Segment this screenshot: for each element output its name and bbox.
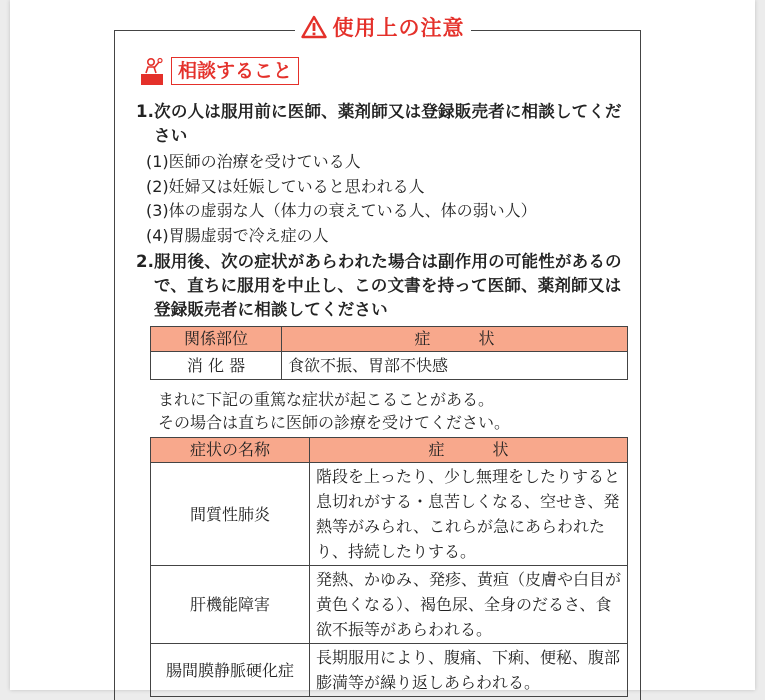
page-title <box>295 12 471 42</box>
column-header: 関係部位 <box>151 327 282 352</box>
table-row <box>151 566 628 644</box>
list-item: (2)妊婦又は妊娠していると思われる人 <box>146 176 425 196</box>
column-header: 症 状 <box>282 327 628 352</box>
note-line: その場合は直ちに医師の診療を受けてください。 <box>158 413 511 432</box>
list-item: (4)胃腸虚弱で冷え症の人 <box>146 225 329 245</box>
note-line: まれに下記の重篤な症状が起こることがある。 <box>158 390 495 409</box>
table-row <box>151 644 628 697</box>
warning-triangle-icon <box>301 15 327 39</box>
column-header: 症状の名称 <box>151 438 310 463</box>
table-cell: 食欲不振、胃部不快感 <box>282 352 628 380</box>
list-item: (1)医師の治療を受けている人 <box>146 152 361 171</box>
table-header-row <box>151 327 628 352</box>
table-cell: 腸間膜静脈硬化症 <box>151 644 310 697</box>
table-cell: 間質性肺炎 <box>151 463 310 566</box>
title-bar <box>10 12 755 43</box>
table-row <box>151 352 628 380</box>
section-header <box>139 56 299 86</box>
column-header: 症 状 <box>310 438 628 463</box>
table-cell: 肝機能障害 <box>151 566 310 644</box>
item-1-list <box>136 150 636 248</box>
side-effect-table <box>150 326 628 380</box>
table-cell: 発熱、かゆみ、発疹、黄疸（皮膚や白目が黄色くなる）、褐色尿、全身のだるさ、食欲不振等があらわれる。 <box>310 566 628 644</box>
table-cell: 階段を上ったり、少し無理をしたりすると息切れがする・息苦しくなる、空せき、発熱等がみられ、これらが急にあらわれたり、持続したりする。 <box>310 463 628 566</box>
document-page <box>10 0 755 690</box>
consult-person-icon <box>139 56 165 86</box>
item-2-title: 2.服用後、次の症状があらわれた場合は副作用の可能性があるので、直ちに服用を中止し、この文書を持って医師、薬剤師又は登録販売者に相談してください <box>136 252 622 319</box>
title-text: 使用上の注意 <box>332 16 465 40</box>
notice-content <box>136 100 636 697</box>
table-cell: 消 化 器 <box>151 352 282 380</box>
list-item: (3)体の虚弱な人（体力の衰えている人、体の弱い人） <box>146 201 537 220</box>
table-row <box>151 463 628 566</box>
serious-symptom-note <box>158 388 636 434</box>
item-1-title: 1.次の人は服用前に医師、薬剤師又は登録販売者に相談してください <box>136 102 622 145</box>
section-label: 相談すること <box>171 57 299 85</box>
table-header-row <box>151 438 628 463</box>
serious-symptom-table <box>150 437 628 697</box>
table-cell: 長期服用により、腹痛、下痢、便秘、腹部膨満等が繰り返しあらわれる。 <box>310 644 628 697</box>
